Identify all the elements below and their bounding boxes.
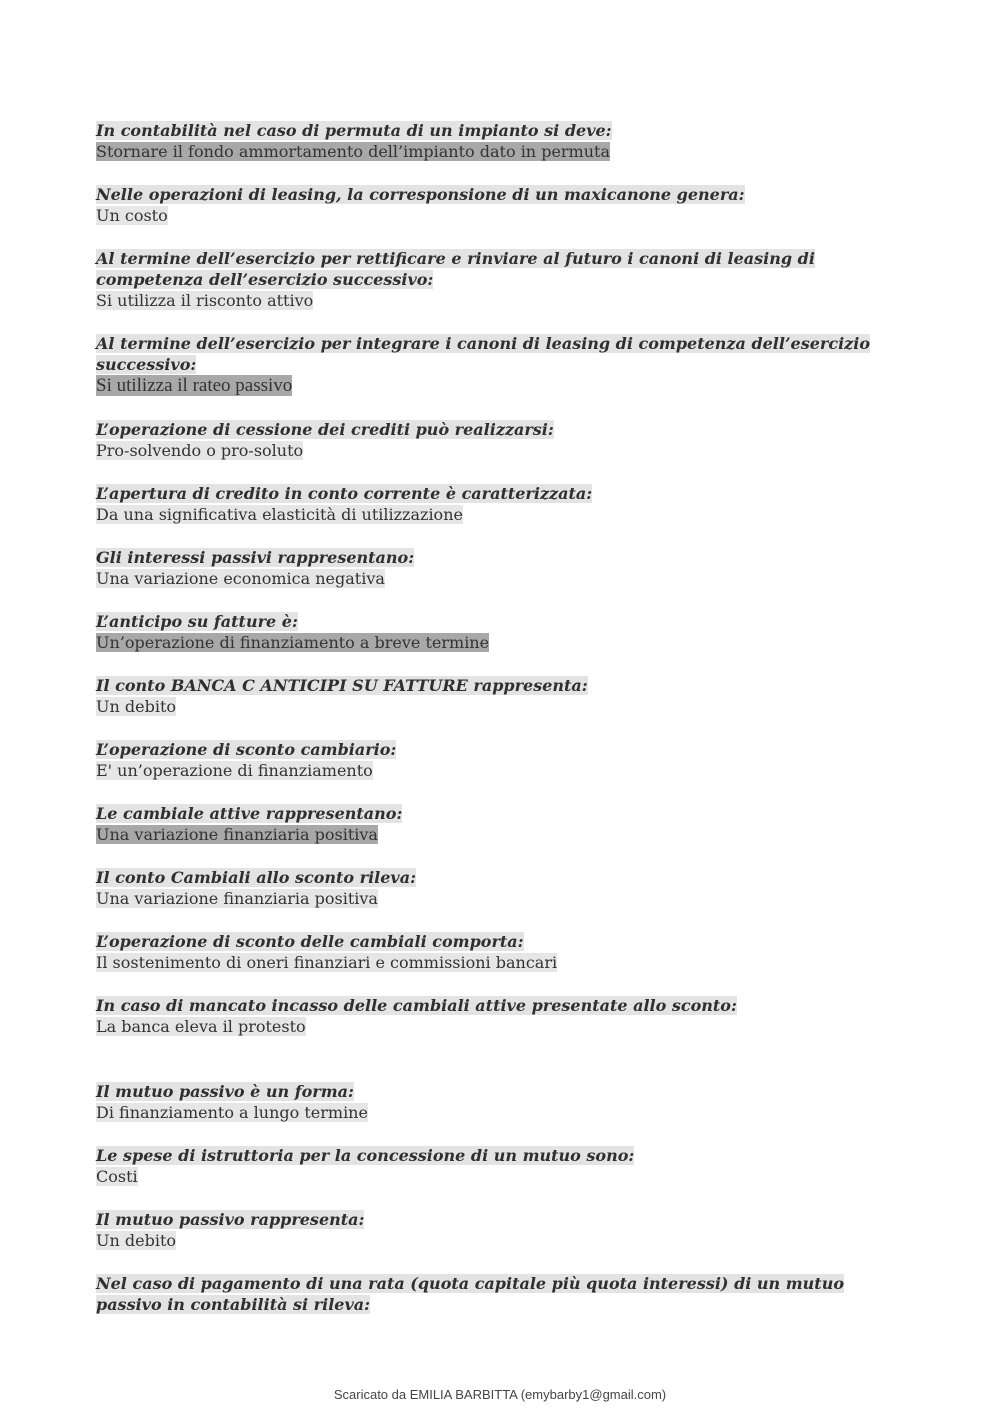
qa-item — [96, 1273, 876, 1315]
qa-item — [96, 1145, 876, 1187]
question-text: Al termine dell’esercizio per rettificare e rinviare al futuro i canoni di leasing di competenza dell’esercizio successivo: — [96, 249, 815, 289]
download-footer: Scaricato da EMILIA BARBITTA (emybarby1@gmail.com) — [333, 1387, 667, 1402]
qa-item — [96, 867, 876, 909]
qa-item — [96, 1081, 876, 1123]
question-text: Al termine dell’esercizio per integrare i canoni di leasing di competenza dell’esercizio successivo: — [96, 334, 870, 374]
answer-text: Una variazione finanziaria positiva — [96, 889, 378, 908]
qa-item — [96, 1209, 876, 1251]
qa-item — [96, 419, 876, 461]
qa-item — [96, 931, 876, 973]
answer-text: Da una significativa elasticità di utilizzazione — [96, 505, 463, 524]
answer-text: Pro-solvendo o pro-soluto — [96, 441, 304, 460]
qa-item — [96, 184, 876, 226]
answer-text: La banca eleva il protesto — [96, 1017, 306, 1036]
document-body — [96, 120, 876, 1337]
question-text: Il conto BANCA C ANTICIPI SU FATTURE rappresenta: — [96, 676, 588, 695]
question-text: Il mutuo passivo rappresenta: — [96, 1210, 365, 1229]
answer-text: Un debito — [96, 1231, 177, 1250]
question-text: Il mutuo passivo è un forma: — [96, 1082, 354, 1101]
qa-item — [96, 248, 876, 311]
answer-text: Costi — [96, 1167, 138, 1186]
answer-text: E' un’operazione di finanziamento — [96, 761, 373, 780]
question-text: Le spese di istruttoria per la concessione di un mutuo sono: — [96, 1146, 635, 1165]
qa-item — [96, 675, 876, 717]
question-text: Nelle operazioni di leasing, la corresponsione di un maxicanone genera: — [96, 185, 745, 204]
qa-item — [96, 611, 876, 653]
question-text: In contabilità nel caso di permuta di un impianto si deve: — [96, 121, 612, 140]
question-text: L’operazione di sconto delle cambiali comporta: — [96, 932, 524, 951]
question-text: Gli interessi passivi rappresentano: — [96, 548, 415, 567]
answer-text: Una variazione finanziaria positiva — [96, 825, 378, 844]
answer-text: Un debito — [96, 697, 177, 716]
question-text: L’apertura di credito in conto corrente è caratterizzata: — [96, 484, 593, 503]
question-text: Nel caso di pagamento di una rata (quota capitale più quota interessi) di un mutuo passivo in contabilità si rileva: — [96, 1274, 844, 1314]
qa-item — [96, 483, 876, 525]
question-text: Il conto Cambiali allo sconto rileva: — [96, 868, 416, 887]
qa-item — [96, 333, 876, 397]
answer-text: Si utilizza il rateo passivo — [96, 375, 293, 396]
answer-text: Un’operazione di finanziamento a breve termine — [96, 633, 490, 652]
question-text: In caso di mancato incasso delle cambiali attive presentate allo sconto: — [96, 996, 737, 1015]
question-text: Le cambiale attive rappresentano: — [96, 804, 403, 823]
answer-text: Il sostenimento di oneri finanziari e commissioni bancari — [96, 953, 558, 972]
qa-item — [96, 995, 876, 1037]
qa-item — [96, 547, 876, 589]
qa-item — [96, 803, 876, 845]
answer-text: Un costo — [96, 206, 168, 225]
answer-text: Stornare il fondo ammortamento dell’impianto dato in permuta — [96, 142, 610, 161]
spacer — [96, 1059, 876, 1081]
question-text: L’operazione di sconto cambiario: — [96, 740, 397, 759]
answer-text: Una variazione economica negativa — [96, 569, 385, 588]
question-text: L’anticipo su fatture è: — [96, 612, 298, 631]
qa-item — [96, 120, 876, 162]
question-text: L’operazione di cessione dei crediti può realizzarsi: — [96, 420, 554, 439]
qa-item — [96, 739, 876, 781]
answer-text: Si utilizza il risconto attivo — [96, 291, 314, 310]
answer-text: Di finanziamento a lungo termine — [96, 1103, 368, 1122]
